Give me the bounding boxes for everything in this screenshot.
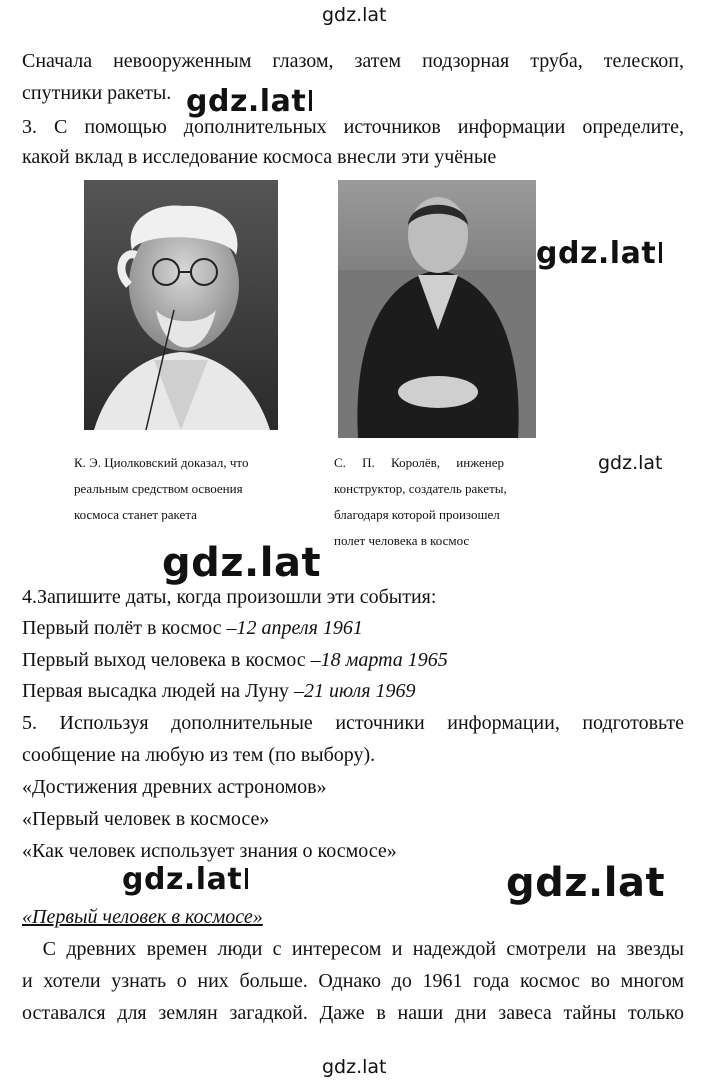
topic-1: «Достижения древних астрономов» xyxy=(22,776,327,798)
event-date: –12 апреля 1961 xyxy=(226,617,363,639)
essay-line-3: оставался для землян загадкой. Даже в наши дни завеса тайны только xyxy=(22,1002,684,1024)
question-3-line-1: 3. С помощью дополнительных источников информации определите, xyxy=(22,116,684,138)
watermark-inline-3 xyxy=(122,862,248,897)
watermark-side: gdz.lat xyxy=(598,452,663,474)
watermark-center: gdz.lat xyxy=(162,540,322,586)
question-5-line-1: 5. Используя дополнительные источники информации, подготовьте xyxy=(22,712,684,734)
watermark-bar xyxy=(309,90,312,111)
topic-2: «Первый человек в космосе» xyxy=(22,808,270,830)
essay-line-1: С древних времен люди с интересом и надеждой смотрели на звезды xyxy=(22,938,684,960)
caption-line: полет человека в космос xyxy=(334,533,470,548)
caption-line: реальным средством освоения xyxy=(74,481,243,496)
watermark-bar xyxy=(659,242,662,263)
answer-line-1: Сначала невооруженным глазом, затем подзорная труба, телескоп, xyxy=(22,50,684,72)
korolev-portrait-icon xyxy=(338,180,536,438)
caption-line: К. Э. Циолковский доказал, что xyxy=(74,455,249,470)
caption-line: конструктор, создатель ракеты, xyxy=(334,481,507,496)
essay-title: «Первый человек в космосе» xyxy=(22,906,263,928)
watermark-inline-2 xyxy=(536,236,662,271)
watermark-text: gdz.lat xyxy=(536,236,657,271)
watermark-text: gdz.lat xyxy=(186,84,307,119)
tsiolkovsky-portrait-icon xyxy=(84,180,278,430)
tsiolkovsky-photo xyxy=(84,180,278,430)
caption-line: космоса станет ракета xyxy=(74,507,197,522)
question-5-line-2: сообщение на любую из тем (по выбору). xyxy=(22,744,376,766)
watermark-bottom: gdz.lat xyxy=(322,1056,387,1078)
tsiolkovsky-caption xyxy=(74,450,248,528)
essay-line-2: и хотели узнать о них больше. Однако до 1961 года космос во многом xyxy=(22,970,684,992)
watermark-top: gdz.lat xyxy=(322,4,387,26)
event-date: –21 июля 1969 xyxy=(293,680,416,702)
event-date: –18 марта 1965 xyxy=(310,649,448,671)
event-2 xyxy=(22,647,684,673)
korolev-photo xyxy=(338,180,536,438)
event-label: Первый выход человека в космос xyxy=(22,649,311,671)
watermark-large: gdz.lat xyxy=(506,860,666,906)
watermark-bar xyxy=(245,868,248,889)
event-3 xyxy=(22,678,684,704)
watermark-text: gdz.lat xyxy=(122,862,243,897)
event-label: Первый полёт в космос xyxy=(22,617,227,639)
topic-3: «Как человек использует знания о космосе» xyxy=(22,840,397,862)
answer-line-2: спутники ракеты. xyxy=(22,82,172,104)
caption-line: С. П. Королёв, инженер xyxy=(334,455,505,470)
event-label: Первая высадка людей на Луну xyxy=(22,680,294,702)
question-3-line-2: какой вклад в исследование космоса внесли эти учёные xyxy=(22,146,497,168)
korolev-caption xyxy=(334,450,544,554)
question-4-heading: 4.Запишите даты, когда произошли эти события: xyxy=(22,586,437,608)
caption-line: благодаря которой произошел xyxy=(334,507,500,522)
event-1 xyxy=(22,615,684,641)
